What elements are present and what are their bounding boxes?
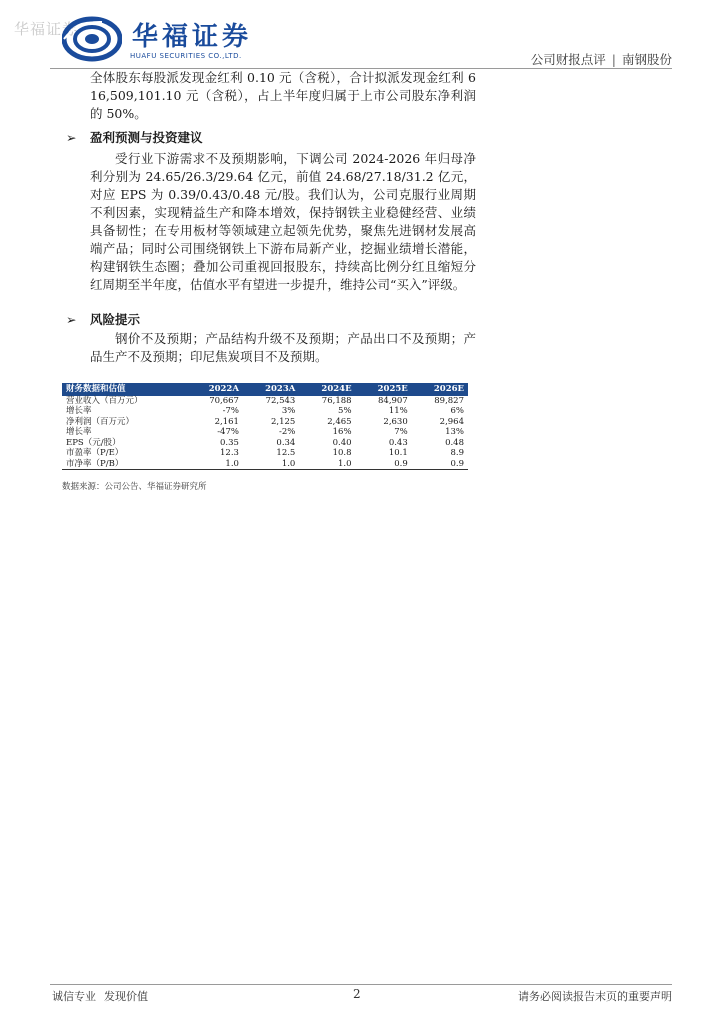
table-row — [62, 438, 468, 449]
table-cell: 84,907 — [378, 395, 408, 406]
table-cell: 0.43 — [388, 437, 408, 448]
footer-slogan — [52, 988, 148, 1004]
table-cell: 89,827 — [434, 395, 464, 406]
table-row — [62, 417, 468, 428]
table-cell: 6% — [450, 406, 464, 416]
table-cell: 70,667 — [209, 395, 239, 406]
table-cell: 7% — [394, 427, 408, 437]
table-cell: -47% — [217, 427, 239, 437]
logo-chinese-name: 华福证券 — [132, 22, 253, 52]
table-header-cell: 2023A — [243, 383, 299, 396]
intro-block — [90, 69, 476, 123]
section-title-risk — [66, 310, 140, 328]
table-cell: EPS（元/股） — [66, 437, 121, 448]
table-cell: 0.9 — [412, 459, 468, 470]
table-cell: 12.3 — [220, 448, 239, 458]
report-breadcrumb — [531, 50, 672, 68]
table-cell: 13% — [445, 427, 464, 437]
arrow-right-icon: ➢ — [66, 312, 77, 327]
footer-slogan-2: 发现价值 — [104, 990, 148, 1003]
table-cell: 8.9 — [450, 448, 464, 458]
risk-paragraph: 钢价不及预期；产品结构升级不及预期；产品出口不及预期；产品生产不及预期；印尼焦炭项目不及预期。 — [90, 331, 476, 364]
section-title-text: 盈利预测与投资建议 — [90, 130, 203, 145]
table-cell: 净利润（百万元） — [66, 416, 135, 427]
table-cell: 2,630 — [383, 416, 408, 427]
table-cell: 12.5 — [276, 448, 296, 458]
table-cell: 10.1 — [388, 448, 408, 458]
table-cell: 11% — [388, 406, 408, 416]
table-source-note: 数据来源：公司公告、华福证券研究所 — [62, 482, 207, 492]
footer-disclaimer: 请务必阅读报告末页的重要声明 — [518, 990, 672, 1003]
table-header-cell: 财务数据和估值 — [62, 383, 187, 396]
table-cell: 增长率 — [66, 406, 92, 416]
financial-table — [62, 383, 468, 470]
table-cell: 72,543 — [265, 395, 296, 406]
page-number: 2 — [353, 987, 361, 1001]
table-row — [62, 427, 468, 438]
table-cell: 0.9 — [356, 459, 412, 470]
table-cell: 1.0 — [187, 459, 243, 470]
footer-slogan-1: 诚信专业 — [52, 990, 96, 1003]
section-body-risk — [90, 330, 476, 366]
table-cell: 2,125 — [271, 416, 296, 427]
logo-swirl-icon — [62, 16, 122, 62]
logo-english-name: HUAFU SECURITIES CO.,LTD. — [130, 52, 242, 60]
table-header-cell: 2024E — [299, 383, 355, 396]
table-cell: 5% — [338, 406, 352, 416]
report-type: 公司财报点评 — [530, 52, 606, 67]
table-cell: 0.40 — [332, 437, 352, 448]
table-cell: 10.8 — [332, 448, 352, 458]
table-cell: -2% — [278, 427, 296, 437]
company-name: 南钢股份 — [621, 52, 672, 67]
table-row — [62, 396, 468, 407]
table-cell: 市盈率（P/E） — [66, 448, 124, 458]
header-separator: | — [611, 52, 616, 67]
table-header-row — [62, 383, 468, 396]
table-cell: 2,964 — [439, 416, 464, 427]
table-cell: 0.34 — [276, 437, 296, 448]
watermark-text: 华福证券 — [14, 20, 79, 38]
table-cell: 营业收入（百万元） — [66, 395, 143, 406]
company-logo — [62, 14, 272, 66]
table-row — [62, 448, 468, 459]
table-cell: 市净率（P/B） — [62, 459, 187, 470]
table-cell: 2,465 — [327, 416, 352, 427]
table-header-cell: 2026E — [412, 383, 468, 396]
table-cell: 0.35 — [220, 437, 239, 448]
table-cell: 1.0 — [299, 459, 355, 470]
section-title-forecast — [66, 128, 203, 146]
table-cell: 2,161 — [214, 416, 239, 427]
intro-paragraph: 全体股东每股派发现金红利 0.10 元（含税），合计拟派发现金红利 616,509,101.10 元（含税），占上半年度归属于上市公司股东净利润的 50%。 — [90, 70, 476, 121]
table-cell: 16% — [332, 427, 352, 437]
forecast-paragraph: 受行业下游需求不及预期影响，下调公司 2024-2026 年归母净利分别为 24.65/26.3/29.64 亿元，前值 24.68/27.18/31.2 亿元，对应 EPS 为 0.39/0.43/0.48 元/股。我们认为，公司克服行业周期不利因素，实现精益生产和降本增效，保持钢铁主业稳健经营、业绩具备韧性；在专用板材等领域建立起领先优势，聚焦先进钢材发展高端产品；同时公司围绕钢铁上下游布局新产业，挖掘业绩增长潜能，构建钢铁生态圈；叠加公司重视回报股东，持续高比例分红且缩短分红周期至半年度，估值水平有望进一步提升，维持公司“买入”评级。 — [90, 151, 476, 292]
table-row — [62, 406, 468, 417]
table-cell: 3% — [281, 406, 296, 416]
section-body-forecast — [90, 150, 476, 294]
table-cell: 0.48 — [445, 437, 464, 448]
table-cell: 76,188 — [321, 395, 352, 406]
table-header-cell: 2022A — [187, 383, 243, 396]
table-cell: -7% — [222, 406, 239, 416]
footer-divider — [50, 984, 672, 985]
table-row — [62, 459, 468, 470]
arrow-right-icon: ➢ — [66, 130, 77, 145]
table-cell: 1.0 — [243, 459, 299, 470]
table-cell: 增长率 — [66, 427, 92, 437]
table-header-cell: 2025E — [356, 383, 412, 396]
section-title-text: 风险提示 — [90, 312, 141, 327]
